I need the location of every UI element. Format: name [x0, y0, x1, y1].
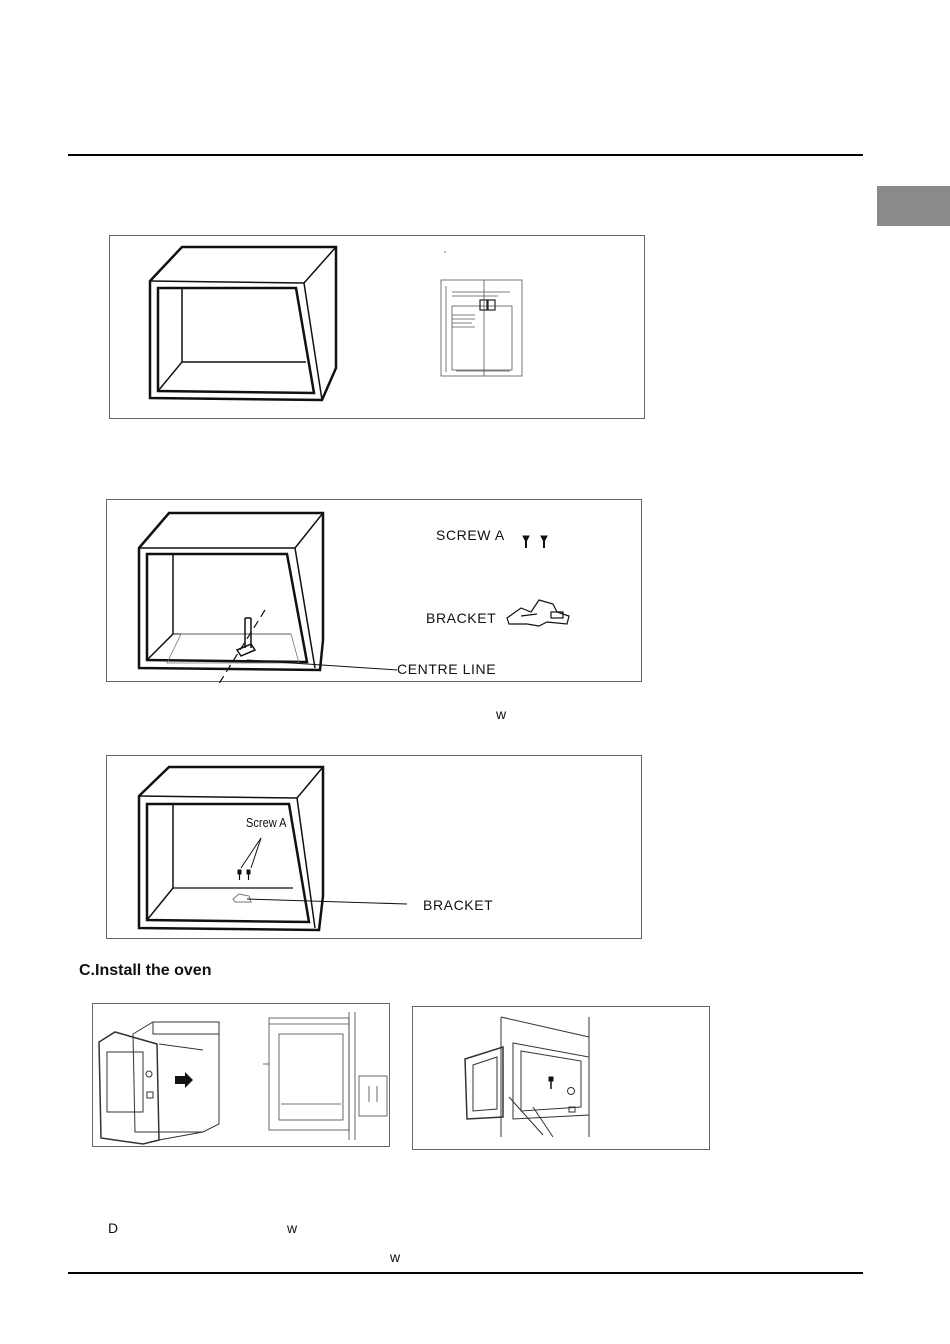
bracket-label: BRACKET — [423, 897, 494, 913]
oven-fixing-diagram — [412, 1006, 710, 1150]
text-fragment-w: w — [496, 706, 507, 722]
screw-bracket-drawing — [107, 756, 643, 940]
text-fragment-w: w — [390, 1249, 401, 1265]
screw-a-label: SCREW A — [436, 527, 505, 543]
screw-bracket-diagram — [106, 755, 642, 939]
text-fragment-d: D — [108, 1220, 119, 1236]
oven-insert-drawing — [93, 1004, 391, 1148]
text-fragment-w: w — [287, 1220, 298, 1236]
oven-fixing-drawing — [413, 1007, 711, 1151]
bottom-rule — [68, 1272, 863, 1274]
bracket-label: BRACKET — [426, 610, 497, 626]
bracket-placement-diagram — [106, 499, 642, 682]
screw-a-label: Screw A — [246, 815, 287, 830]
bracket-placement-drawing — [107, 500, 643, 683]
chapter-tab — [877, 186, 950, 226]
cabinet-template-diagram — [109, 235, 645, 419]
cabinet-template-drawing — [110, 236, 646, 420]
oven-insert-diagram — [92, 1003, 390, 1147]
section-heading: C.Install the oven — [79, 962, 212, 979]
top-rule — [68, 154, 863, 156]
centre-line-label: CENTRE LINE — [397, 661, 497, 677]
